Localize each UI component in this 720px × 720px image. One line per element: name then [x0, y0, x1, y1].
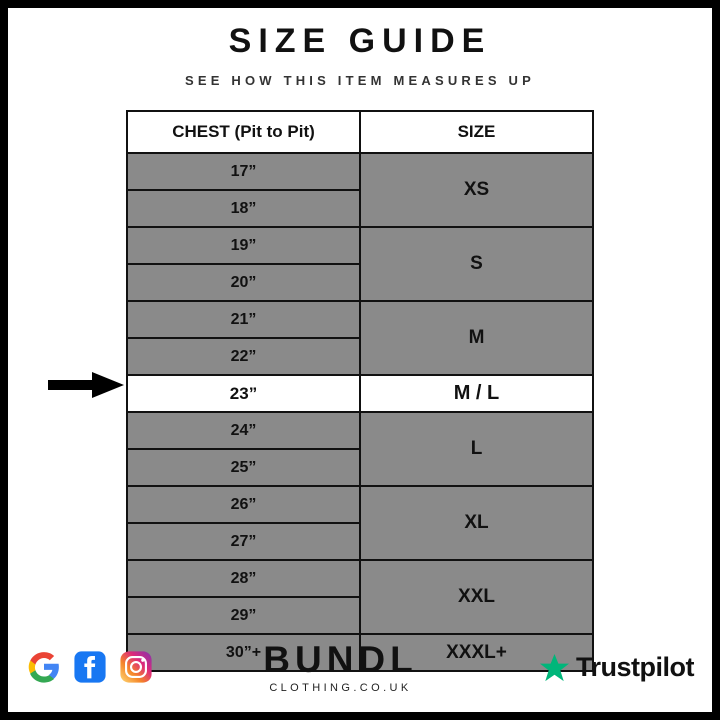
- table-row: [127, 153, 593, 190]
- size-value: XXL: [360, 560, 593, 634]
- trustpilot-label: Trustpilot: [575, 651, 694, 682]
- google-icon[interactable]: [26, 649, 62, 685]
- header-size: SIZE: [360, 111, 593, 153]
- table-row: [127, 227, 593, 264]
- table-row: [127, 560, 593, 597]
- chest-value: 26”: [127, 486, 360, 523]
- brand-name: BUNDL: [263, 638, 418, 680]
- chest-value: 17”: [127, 153, 360, 190]
- chest-value: 27”: [127, 523, 360, 560]
- table-row: [127, 486, 593, 523]
- trustpilot-star-icon: [539, 652, 570, 683]
- right-arrow-icon: [48, 372, 124, 398]
- page-title: SIZE GUIDE: [228, 22, 492, 60]
- social-links: [26, 649, 154, 685]
- chest-value: 28”: [127, 560, 360, 597]
- table-header-row: [127, 111, 593, 153]
- table-row-highlighted: [127, 375, 593, 412]
- table-row: [127, 301, 593, 338]
- brand-logo: [263, 638, 418, 694]
- size-guide-card: [8, 8, 712, 712]
- chest-value: 24”: [127, 412, 360, 449]
- size-table: [126, 110, 594, 672]
- facebook-icon[interactable]: [72, 649, 108, 685]
- size-value: M: [360, 301, 593, 375]
- chest-value: 30”+: [127, 634, 360, 671]
- chest-value: 19”: [127, 227, 360, 264]
- size-value: S: [360, 227, 593, 301]
- footer: [8, 632, 712, 702]
- size-value: XXXL+: [360, 634, 593, 671]
- size-table-wrap: [126, 110, 594, 672]
- header-chest: CHEST (Pit to Pit): [127, 111, 360, 153]
- table-row: [127, 412, 593, 449]
- chest-value: 25”: [127, 449, 360, 486]
- size-value: XL: [360, 486, 593, 560]
- size-value: XS: [360, 153, 593, 227]
- chest-value: 23”: [127, 375, 360, 412]
- size-value: M / L: [360, 375, 593, 412]
- size-table-head: [127, 111, 593, 153]
- chest-value: 22”: [127, 338, 360, 375]
- chest-value: 18”: [127, 190, 360, 227]
- chest-value: 21”: [127, 301, 360, 338]
- page-subtitle: SEE HOW THIS ITEM MEASURES UP: [184, 73, 536, 88]
- size-table-body: [127, 153, 593, 671]
- size-value: L: [360, 412, 593, 486]
- trustpilot-badge[interactable]: [539, 652, 694, 683]
- instagram-icon[interactable]: [118, 649, 154, 685]
- chest-value: 20”: [127, 264, 360, 301]
- brand-subtitle: CLOTHING.CO.UK: [269, 681, 412, 694]
- chest-value: 29”: [127, 597, 360, 634]
